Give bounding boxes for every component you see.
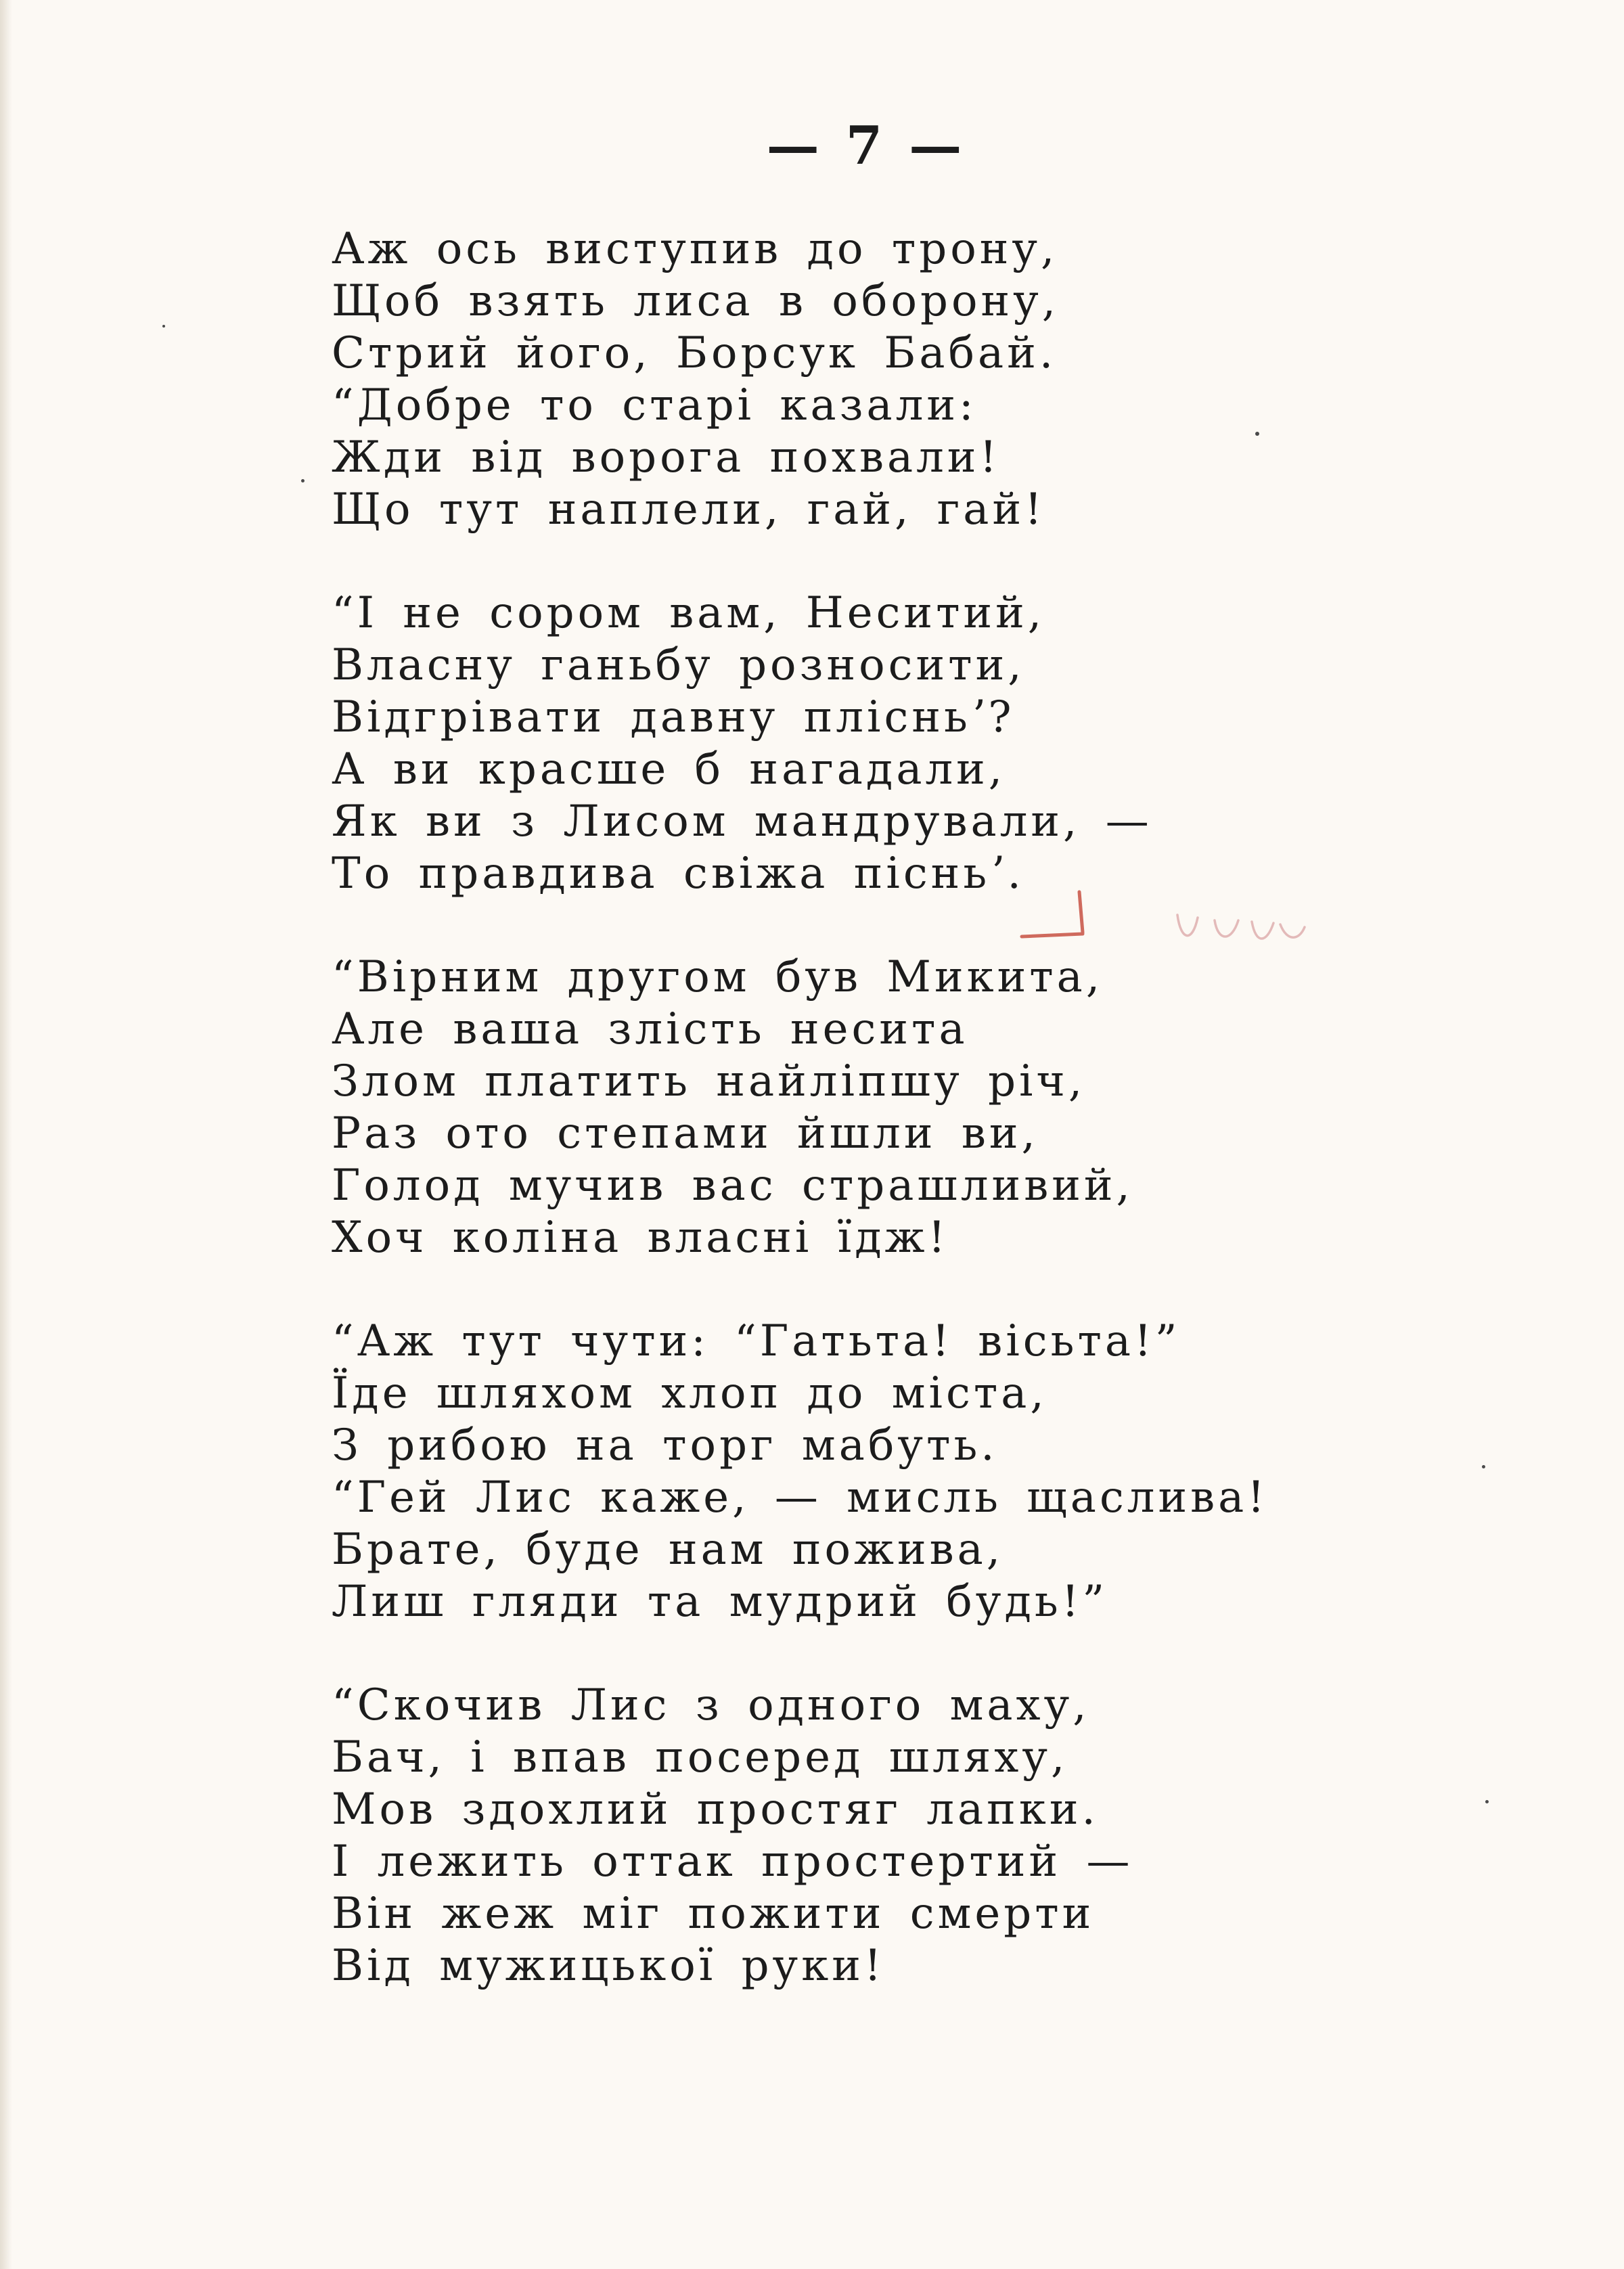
poem-line: Власну ганьбу розносити, <box>332 640 1025 690</box>
stanza-2 <box>332 587 1387 900</box>
ink-speck <box>1255 432 1259 436</box>
poem-line: Мов здохлий простяг лапки. <box>332 1784 1099 1835</box>
poem-line: То правдива свіжа пісньʼ. <box>332 849 1024 899</box>
poem-line: Злом платить найліпшу річ, <box>332 1056 1086 1106</box>
poem-line: Раз ото степами йшли ви, <box>332 1108 1039 1159</box>
poem-line: Хоч коліна власні їдж! <box>332 1213 949 1263</box>
page-number: — 7 — <box>766 115 966 177</box>
poem-line: “Добре то старі казали: <box>332 380 977 430</box>
poem-line: Відгрівати давну плісньʼ? <box>332 692 1015 742</box>
poem-line: Брате, буде нам пожива, <box>332 1525 1004 1575</box>
poem-line: Їде шляхом хлоп до міста, <box>332 1368 1047 1418</box>
stanza-1 <box>332 223 1387 536</box>
poem-line: “І не сором вам, Неситий, <box>332 588 1045 638</box>
page-edge-shadow <box>0 0 12 2269</box>
ink-speck <box>162 325 165 328</box>
poem-line: “Аж тут чути: “Гатьта! вісьта!” <box>332 1316 1181 1366</box>
poem-line: А ви красше б нагадали, <box>332 744 1006 794</box>
poem-line: Лиш гляди та мудрий будь!” <box>332 1577 1108 1627</box>
poem-line: Аж ось виступив до трону, <box>332 224 1058 274</box>
stanza-3 <box>332 951 1387 1264</box>
stanza-5 <box>332 1680 1387 1992</box>
poem-line: Від мужицької руки! <box>332 1941 885 1991</box>
poem-line: “Скочив Лис з одного маху, <box>332 1680 1090 1730</box>
ink-speck <box>1482 1465 1485 1468</box>
poem-line: Як ви з Лисом мандрували, — <box>332 796 1152 847</box>
poem-line: З рибою на торг мабуть. <box>332 1420 998 1470</box>
ink-speck <box>301 479 304 482</box>
poem-line: Але ваша злість несита <box>332 1004 968 1054</box>
pencil-annotation-mark <box>1015 880 1367 968</box>
poem-text <box>332 223 1387 2044</box>
poem-line: Голод мучив вас страшливий, <box>332 1161 1133 1211</box>
poem-line: Бач, і впав посеред шляху, <box>332 1732 1068 1782</box>
poem-line: І лежить оттак простертий — <box>332 1837 1133 1887</box>
poem-line: Щоб взять лиса в оборону, <box>332 276 1060 326</box>
poem-line: Стрий його, Борсук Бабай. <box>332 328 1057 378</box>
poem-line: “Гей Лис каже, — мисль щаслива! <box>332 1473 1268 1523</box>
poem-line: Він жеж міг пожити смерти <box>332 1889 1095 1939</box>
stanza-4 <box>332 1316 1387 1628</box>
poem-line: Жди від ворога похвали! <box>332 432 1001 482</box>
poem-line: “Вірним другом був Микита, <box>332 952 1104 1002</box>
ink-speck <box>1485 1800 1489 1803</box>
poem-line: Що тут наплели, гай, гай! <box>332 485 1045 535</box>
